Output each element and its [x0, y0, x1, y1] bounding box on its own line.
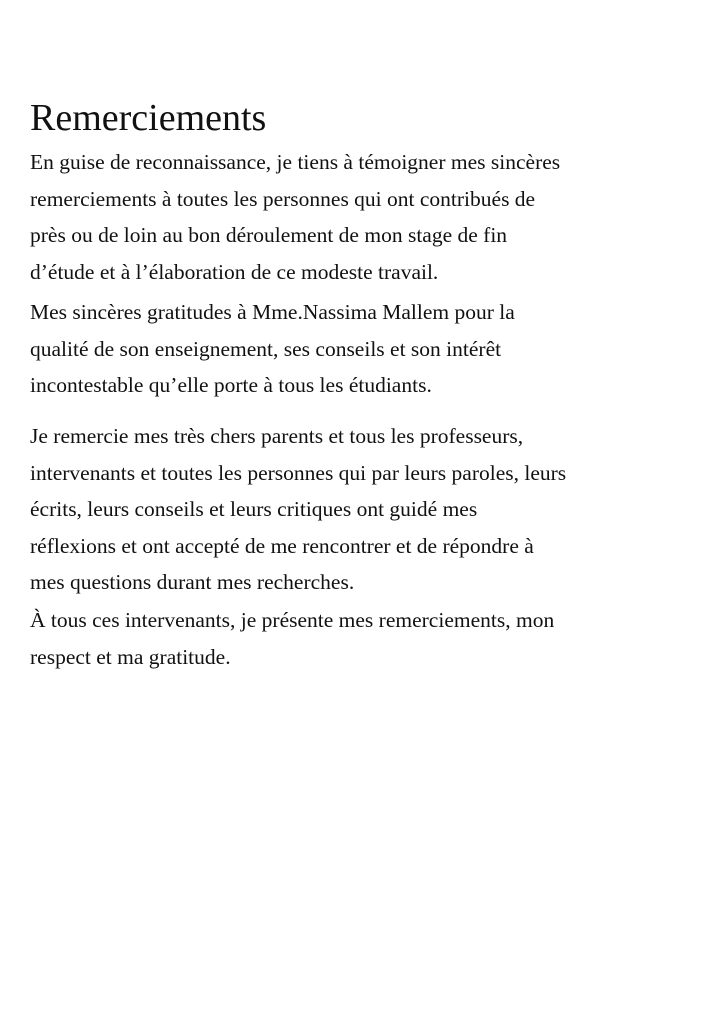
- text-line: respect et ma gratitude.: [30, 644, 231, 669]
- text-line: À tous ces intervenants, je présente mes remerciements, mon: [30, 608, 555, 632]
- text-line: écrits, leurs conseils et leurs critiques ont guidé mes: [30, 497, 478, 521]
- text-line: incontestable qu’elle porte à tous les étudiants.: [30, 373, 432, 397]
- paragraph-parents-professeurs: [30, 418, 566, 601]
- text-line: intervenants et toutes les personnes qui par leurs paroles, leurs: [30, 460, 567, 485]
- paragraph-reconnaissance: [30, 144, 560, 290]
- page-title: Remerciements: [30, 97, 267, 139]
- text-line: remerciements à toutes les personnes qui ont contribués de: [30, 186, 536, 211]
- text-line: Mes sincères gratitudes à Mme.Nassima Mallem pour la: [30, 300, 515, 324]
- text-line: près ou de loin au bon déroulement de mon stage de fin: [30, 223, 508, 247]
- text-line: d’étude et à l’élaboration de ce modeste travail.: [30, 259, 439, 284]
- paragraph-gratitudes: [30, 294, 515, 404]
- text-line: Je remercie mes très chers parents et tous les professeurs,: [30, 424, 524, 448]
- text-line: réflexions et ont accepté de me rencontrer et de répondre à: [30, 533, 534, 558]
- text-line: En guise de reconnaissance, je tiens à témoigner mes sincères: [30, 150, 561, 174]
- text-line: qualité de son enseignement, ses conseils et son intérêt: [30, 336, 502, 361]
- text-line: mes questions durant mes recherches.: [30, 570, 355, 594]
- paragraph-conclusion: [30, 602, 554, 675]
